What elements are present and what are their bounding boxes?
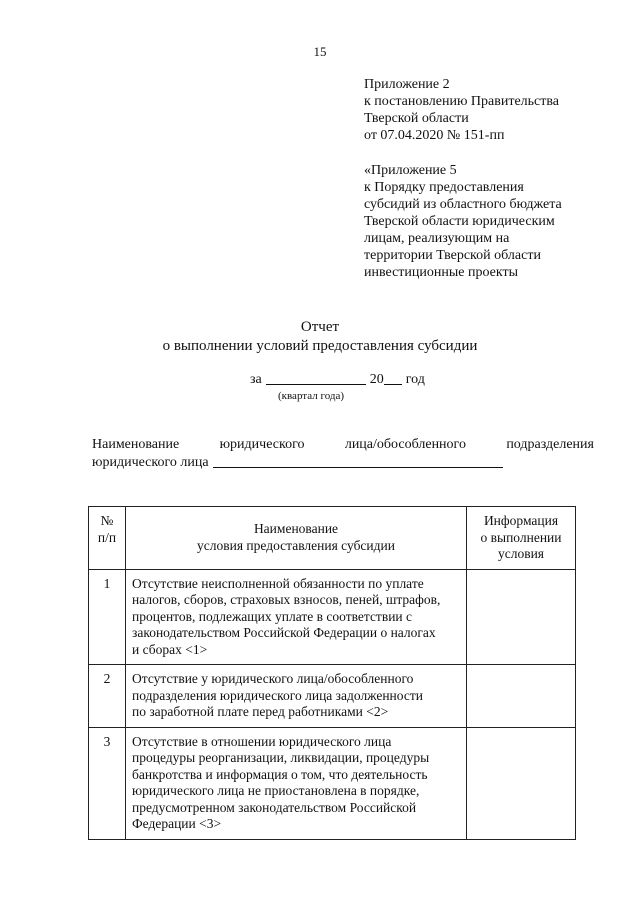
row-condition (126, 569, 467, 665)
entity-word: лица/обособленного (344, 437, 466, 452)
condition-line: Отсутствие у юридического лица/обособленного (132, 671, 414, 686)
row-info-cell[interactable] (467, 665, 576, 728)
period-note: (квартал года) (278, 390, 345, 402)
row-info-cell[interactable] (467, 727, 576, 839)
entity-word: Наименование (92, 437, 180, 452)
appendix-2-line: Приложение 2 (364, 77, 450, 92)
period-year-prefix: 20 (369, 372, 384, 387)
condition-line: Отсутствие неисполненной обязанности по уплате (132, 575, 424, 591)
period-year-blank-field[interactable] (384, 372, 402, 385)
entity-blank-field[interactable] (213, 455, 503, 468)
report-title (0, 318, 640, 356)
header-num-line1: № (100, 513, 114, 528)
entity-word: юридического (219, 437, 305, 452)
entity-name-field (92, 436, 594, 472)
period-suffix: год (405, 372, 425, 387)
appendix-2-line: к постановлению Правительства (364, 94, 560, 109)
header-info-line3: условия (497, 546, 545, 561)
appendix-5-line: лицам, реализующим на (364, 231, 510, 246)
table-header-row (89, 507, 576, 570)
header-condition-line2: условия предоставления субсидии (197, 537, 395, 553)
table-row (89, 665, 576, 728)
period-blank-field[interactable] (266, 372, 366, 385)
row-number: 2 (89, 665, 126, 728)
appendix-5-line: «Приложение 5 (364, 163, 457, 178)
header-num (89, 507, 126, 570)
appendix-5-heading (364, 162, 624, 281)
appendix-5-line: территории Тверской области (364, 248, 541, 263)
appendix-2-line: от 07.04.2020 № 151-пп (364, 128, 505, 143)
condition-line: законодательством Российской Федерации о налогах (132, 625, 436, 640)
condition-line: банкротства и информация о том, что деятельность (132, 766, 428, 782)
appendix-5-line: Тверской области юридическим (364, 214, 555, 229)
condition-line: юридического лица не приостановлена в порядке, (132, 783, 420, 798)
condition-line: и сборах <1> (132, 641, 208, 657)
appendix-5-line: к Порядку предоставления (364, 180, 524, 195)
period-prefix: за (250, 372, 262, 387)
condition-line: Федерации <3> (132, 816, 222, 831)
appendix-2-heading (364, 76, 624, 144)
row-condition (126, 665, 467, 728)
appendix-2-line: Тверской области (364, 111, 469, 126)
row-number: 3 (89, 727, 126, 839)
condition-line: процедуры реорганизации, ликвидации, процедуры (132, 750, 430, 765)
table-row (89, 569, 576, 665)
report-period (250, 372, 425, 388)
table-row (89, 727, 576, 839)
appendix-5-line: инвестиционные проекты (364, 265, 519, 280)
report-title-line2: о выполнении условий предоставления субсидии (162, 338, 478, 354)
row-number: 1 (89, 569, 126, 665)
page-number: 15 (313, 44, 327, 59)
report-title-line1: Отчет (300, 319, 340, 335)
header-info-line2: о выполнении (480, 529, 562, 545)
condition-line: налогов, сборов, страховых взносов, пеней, штрафов, (132, 592, 441, 607)
header-info (467, 507, 576, 570)
condition-line: подразделения юридического лица задолженности (132, 687, 423, 703)
header-condition-line1: Наименование (253, 521, 339, 537)
header-info-line1: Информация (483, 513, 559, 528)
row-info-cell[interactable] (467, 569, 576, 665)
condition-line: по заработной плате перед работниками <2> (132, 704, 389, 719)
condition-line: предусмотренном законодательством Российской (132, 799, 417, 815)
header-num-line2: п/п (97, 529, 117, 545)
entity-line2-label: юридического лица (92, 455, 209, 470)
condition-line: Отсутствие в отношении юридического лица (132, 733, 392, 749)
appendix-5-line: субсидий из областного бюджета (364, 197, 562, 212)
header-condition (126, 507, 467, 570)
conditions-table (88, 506, 576, 840)
condition-line: процентов, подлежащих уплате в соответствии с (132, 608, 413, 624)
row-condition (126, 727, 467, 839)
entity-word: подразделения (506, 437, 594, 452)
